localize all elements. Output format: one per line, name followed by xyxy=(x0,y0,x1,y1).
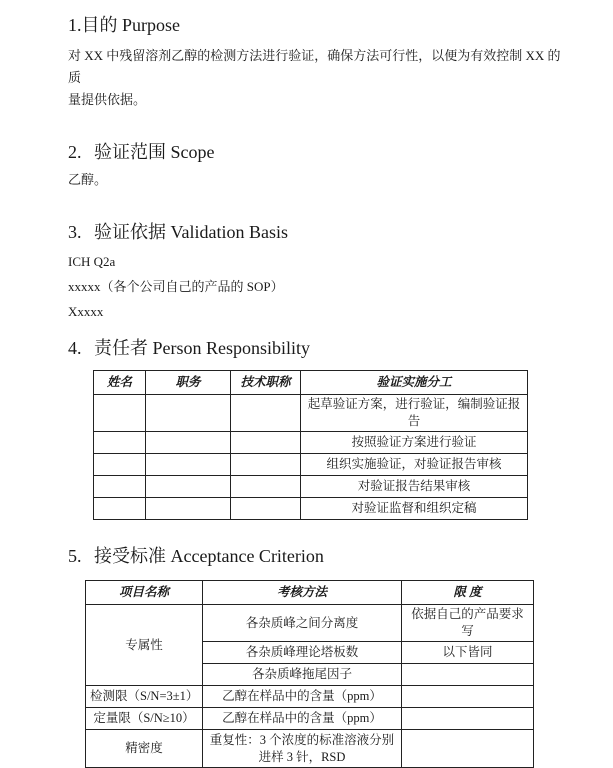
acceptance-table xyxy=(85,580,534,768)
section-responsibility-title: 责任者 Person Responsibility xyxy=(94,338,311,358)
section-purpose-number: 1. xyxy=(68,15,82,35)
cell-limit xyxy=(402,686,534,708)
cell-name xyxy=(94,454,146,476)
column-header-tech-title: 技术职称 xyxy=(231,371,301,395)
cell-limit: 以下皆同 xyxy=(402,642,534,664)
section-responsibility-number: 4. xyxy=(68,338,82,358)
section-basis-heading xyxy=(68,220,573,244)
cell-item-specificity: 专属性 xyxy=(86,605,203,686)
table-row xyxy=(94,476,528,498)
responsibility-header-row xyxy=(94,371,528,395)
column-header-name: 姓名 xyxy=(94,371,146,395)
cell-task: 对验证报告结果审核 xyxy=(301,476,528,498)
table-row xyxy=(86,686,534,708)
cell-method: 重复性：3 个浓度的标准溶液分别进样 3 针，RSD xyxy=(203,730,402,768)
cell-task: 组织实施验证，对验证报告审核 xyxy=(301,454,528,476)
cell-limit xyxy=(402,708,534,730)
table-row xyxy=(94,498,528,520)
basis-line: Xxxxx xyxy=(68,304,104,319)
cell-task: 按照验证方案进行验证 xyxy=(301,432,528,454)
table-row xyxy=(94,454,528,476)
section-purpose-heading xyxy=(68,13,573,37)
cell-method: 乙醇在样品中的含量（ppm） xyxy=(203,708,402,730)
column-header-item: 项目名称 xyxy=(86,581,203,605)
cell-method: 各杂质峰理论塔板数 xyxy=(203,642,402,664)
cell-task: 对验证监督和组织定稿 xyxy=(301,498,528,520)
cell-limit xyxy=(402,730,534,768)
cell-item-precision: 精密度 xyxy=(86,730,203,768)
cell-duty xyxy=(146,432,231,454)
table-row xyxy=(94,432,528,454)
scope-paragraph xyxy=(68,169,573,191)
column-header-limit: 限 度 xyxy=(402,581,534,605)
cell-duty xyxy=(146,454,231,476)
table-row xyxy=(86,605,534,642)
section-scope-heading xyxy=(68,140,573,164)
column-header-method: 考核方法 xyxy=(203,581,402,605)
cell-method: 乙醇在样品中的含量（ppm） xyxy=(203,686,402,708)
cell-tech-title xyxy=(231,498,301,520)
cell-limit xyxy=(402,664,534,686)
cell-tech-title xyxy=(231,432,301,454)
acceptance-header-row xyxy=(86,581,534,605)
section-basis-title: 验证依据 Validation Basis xyxy=(94,222,288,242)
basis-line: xxxxx（各个公司自己的产品的 SOP） xyxy=(68,279,284,294)
section-scope-number: 2. xyxy=(68,142,82,162)
cell-method: 各杂质峰之间分离度 xyxy=(203,605,402,642)
column-header-task: 验证实施分工 xyxy=(301,371,528,395)
cell-name xyxy=(94,432,146,454)
section-acceptance-title: 接受标准 Acceptance Criterion xyxy=(94,546,324,566)
cell-tech-title xyxy=(231,454,301,476)
table-row xyxy=(86,708,534,730)
cell-name xyxy=(94,395,146,432)
cell-duty xyxy=(146,498,231,520)
basis-line: ICH Q2a xyxy=(68,254,116,269)
cell-tech-title xyxy=(231,395,301,432)
cell-item-detection-limit: 检测限（S/N=3±1） xyxy=(86,686,203,708)
section-basis-number: 3. xyxy=(68,222,82,242)
cell-task: 起草验证方案，进行验证，编制验证报告 xyxy=(301,395,528,432)
basis-paragraph xyxy=(68,249,573,324)
section-responsibility-heading xyxy=(68,336,573,360)
table-row xyxy=(86,730,534,768)
purpose-line: 量提供依据。 xyxy=(68,92,147,107)
section-scope-title: 验证范围 Scope xyxy=(94,142,215,162)
table-row xyxy=(94,395,528,432)
cell-name xyxy=(94,498,146,520)
purpose-paragraph xyxy=(68,45,573,111)
cell-name xyxy=(94,476,146,498)
cell-duty xyxy=(146,476,231,498)
cell-duty xyxy=(146,395,231,432)
scope-line: 乙醇。 xyxy=(68,172,108,187)
cell-tech-title xyxy=(231,476,301,498)
responsibility-table xyxy=(93,370,528,520)
section-acceptance-heading xyxy=(68,544,573,568)
cell-item-quantitation-limit: 定量限（S/N≥10） xyxy=(86,708,203,730)
section-acceptance-number: 5. xyxy=(68,546,82,566)
section-purpose-title: 目的 Purpose xyxy=(81,15,180,35)
cell-limit: 依据自己的产品要求写 xyxy=(402,605,534,642)
purpose-line: 对 XX 中残留溶剂乙醇的检测方法进行验证，确保方法可行性，以便为有效控制 XX 的质 xyxy=(68,48,561,85)
column-header-duty: 职务 xyxy=(146,371,231,395)
cell-method: 各杂质峰拖尾因子 xyxy=(203,664,402,686)
